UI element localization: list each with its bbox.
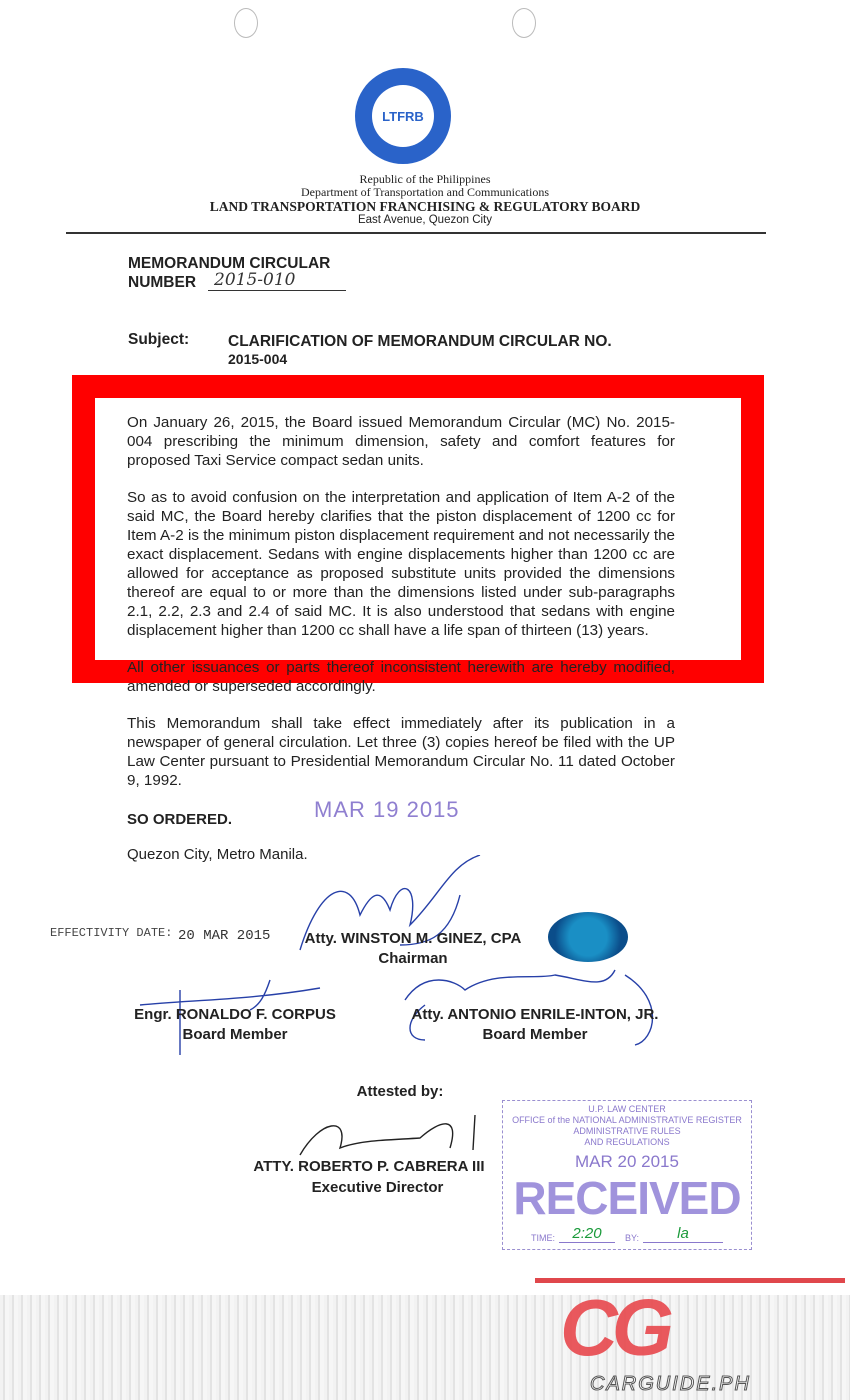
memo-body xyxy=(127,413,675,863)
paragraph-1: On January 26, 2015, the Board issued Memorandum Circular (MC) No. 2015-004 prescribing the minimum dimension, safety and comfort features for proposed Taxi Service compact sedan units. xyxy=(127,414,675,469)
stamp-received-text: RECEIVED xyxy=(513,1172,741,1224)
stamp-line1: U.P. LAW CENTER xyxy=(588,1104,666,1114)
director-signature xyxy=(290,1110,490,1160)
memo-number-value: 2015-010 xyxy=(208,270,346,291)
subject-line2: 2015-004 xyxy=(228,351,288,367)
effectivity-label: EFFECTIVITY DATE: xyxy=(50,926,173,940)
ltfrb-seal-logo xyxy=(355,68,451,164)
punch-hole xyxy=(512,8,536,38)
paragraph-2: So as to avoid confusion on the interpretation and application of Item A-2 of the said MC, the Board hereby clarifies that the piston displacement of 1200 cc for Item A-2 is the minimum piston displacement requirement and not necessarily the exact displacement. Sedans with engine displacements higher than 1200 cc are allowed for acceptance as proposed substitute units provided the dimensions thereof are equal to or more than the dimensions listed under sub-paragraphs 2.1, 2.2, 2.3 and 2.4 of said MC. It is also understood that sedans with engine displacement higher than 1200 cc shall have a life span of thirteen (13) years. xyxy=(127,489,675,639)
member1-title: Board Member xyxy=(182,1026,288,1043)
member2-title: Board Member xyxy=(482,1026,588,1043)
chairman-name: Atty. WINSTON M. GINEZ, CPA xyxy=(304,930,522,947)
stamp-line3: ADMINISTRATIVE RULES xyxy=(573,1126,681,1136)
header-republic: Republic of the Philippines xyxy=(359,172,491,186)
paragraph-3: All other issuances or parts thereof inconsistent herewith are hereby modified, amended or superseded accordingly. xyxy=(127,659,675,695)
received-stamp xyxy=(502,1100,752,1250)
stamp-time-row xyxy=(531,1225,723,1243)
stamp-time-value: 2:20 xyxy=(559,1225,615,1243)
punch-hole xyxy=(234,8,258,38)
subject-label: Subject: xyxy=(128,331,190,348)
stamp-date: MAR 20 2015 xyxy=(575,1152,679,1171)
place: Quezon City, Metro Manila. xyxy=(127,846,308,863)
effectivity-date: 20 MAR 2015 xyxy=(178,928,271,944)
attested-by-label: Attested by: xyxy=(356,1083,444,1100)
member1-name: Engr. RONALDO F. CORPUS xyxy=(134,1006,336,1023)
so-ordered-row xyxy=(127,797,675,828)
header-address: East Avenue, Quezon City xyxy=(357,214,493,226)
director-name: ATTY. ROBERTO P. CABRERA III xyxy=(253,1158,485,1175)
header-agency: LAND TRANSPORTATION FRANCHISING & REGULATORY BOARD xyxy=(209,199,641,214)
member2-name: Atty. ANTONIO ENRILE-INTON, JR. xyxy=(411,1006,659,1023)
director-title: Executive Director xyxy=(311,1179,444,1196)
paragraph-4: This Memorandum shall take effect immediately after its publication in a newspaper of general circulation. Let three (3) copies hereof be filed with the UP Law Center pursuant to Presidential Memorandum Circular No. 11 dated October 9, 1992. xyxy=(127,715,675,789)
header-department: Department of Transportation and Communications xyxy=(301,185,549,199)
stamp-by-label: BY: xyxy=(624,1233,639,1243)
stamp-line4: AND REGULATIONS xyxy=(584,1137,670,1147)
stamp-time-label: TIME: xyxy=(530,1233,555,1243)
dry-seal-icon xyxy=(548,912,628,962)
watermark-text: CARGUIDE.PH xyxy=(590,1373,751,1395)
subject-line1: CLARIFICATION OF MEMORANDUM CIRCULAR NO. xyxy=(228,333,612,350)
memo-title: MEMORANDUM CIRCULAR xyxy=(128,255,331,272)
carguide-logo: CG xyxy=(560,1283,668,1372)
header-rule xyxy=(66,232,766,234)
stamp-by-value: la xyxy=(643,1225,723,1243)
so-ordered: SO ORDERED. xyxy=(127,811,233,828)
received-date-stamp: MAR 19 2015 xyxy=(314,797,460,822)
stamp-line2: OFFICE of the NATIONAL ADMINISTRATIVE REGISTER xyxy=(512,1115,742,1125)
memo-number-label: NUMBER xyxy=(128,274,197,291)
chairman-title: Chairman xyxy=(378,950,448,967)
seal-text: LTFRB xyxy=(372,85,434,147)
